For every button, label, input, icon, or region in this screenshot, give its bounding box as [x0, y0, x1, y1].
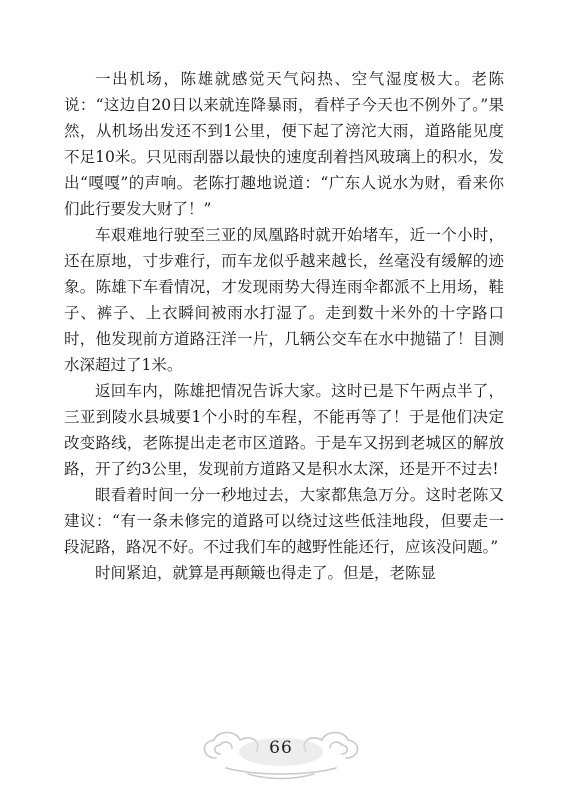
paragraph-5: 时间紧迫，就算是再颠簸也得走了。但是，老陈显 [95, 564, 437, 582]
paragraph-1: 一出机场，陈雄就感觉天气闷热、空气湿度极大。老陈说：“这边自20日以来就连降暴雨，看样子今天也不例外了。”果然，从机场出发还不到1公里，便下起了滂沱大雨，道路能见度不足10米。只见雨刮器以最快的速度刮着挡风玻璃上的积水，发出“嘎嘎”的声响。老陈打趣地说道：“广东人说水为财，看来你们此行要发大财了！” [64, 70, 504, 218]
paragraph-2: 车艰难地行驶至三亚的凤凰路时就开始堵车，近一个小时，还在原地，寸步难行，而车龙似乎越来越长，丝毫没有缓解的迹象。陈雄下车看情况，才发现雨势大得连雨伞都派不上用场，鞋子、裤子、上衣瞬间被雨水打湿了。走到数十米外的十字路口时，他发现前方道路汪洋一片，几辆公交车在水中抛锚了！目测水深超过了1米。 [64, 226, 504, 374]
body-text [64, 66, 504, 586]
paragraph-4: 眼看着时间一分一秒地过去，大家都焦急万分。这时老陈又建议：“有一条未修完的道路可以绕过这些低洼地段，但要走一段泥路，路况不好。不过我们车的越野性能还行，应该没问题。” [64, 486, 504, 556]
paragraph-3: 返回车内，陈雄把情况告诉大家。这时已是下午两点半了，三亚到陵水县城要1个小时的车程，不能再等了！于是他们决定改变路线，老陈提出走老市区道路。于是车又拐到老城区的解放路，开了约3公里，发现前方道路又是积水太深，还是开不过去! [64, 382, 504, 478]
page-number: 66 [269, 738, 293, 758]
page-footer [0, 724, 562, 784]
